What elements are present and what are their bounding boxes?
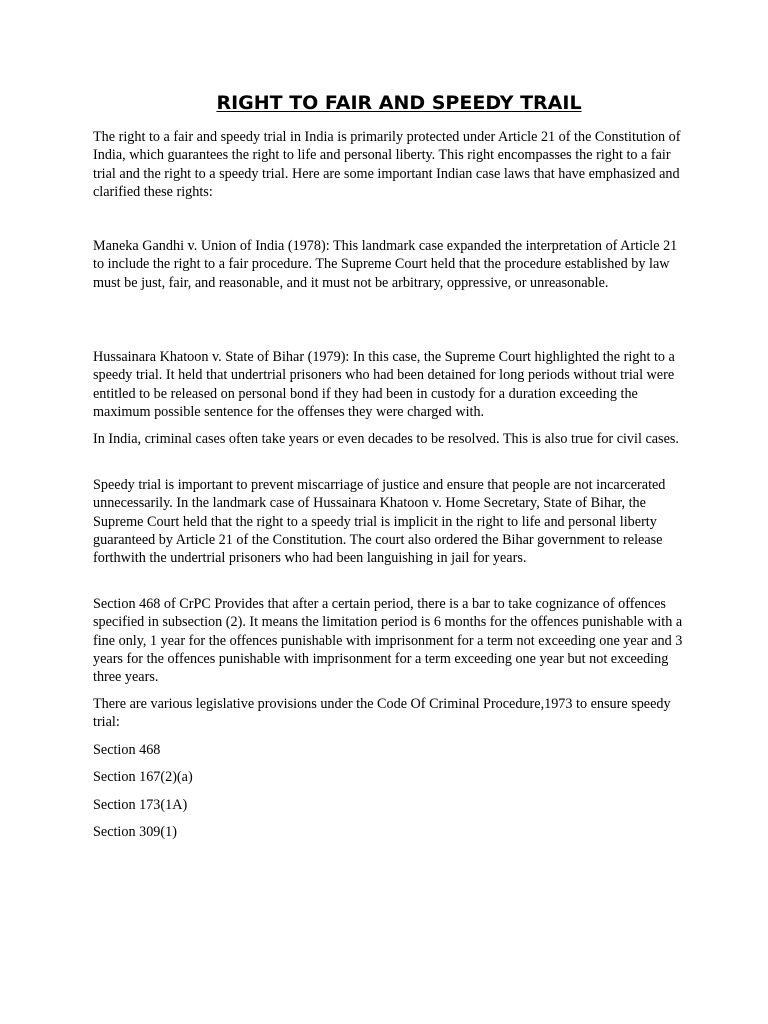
paragraph-hussainara-khatoon: Hussainara Khatoon v. State of Bihar (1979): In this case, the Supreme Court highlighted the right to a speedy trial. It held that undertrial prisoners who had been detained for long periods without trial were entitled to be released on personal bond if they had been in custody for a duration exceeding the maximum possible sentence for the offenses they were charged with. <box>93 349 675 420</box>
paragraph-intro: The right to a fair and speedy trial in India is primarily protected under Article 21 of the Constitution of India, which guarantees the right to life and personal liberty. This right encompasses the right to a fair trial and the right to a speedy trial. Here are some important Indian case laws that have emphasized and clarified these rights: <box>93 129 681 200</box>
document-title: RIGHT TO FAIR AND SPEEDY TRAIL <box>216 92 582 114</box>
paragraph-criminal-cases-delay: In India, criminal cases often take years or even decades to be resolved. This is also true for civil cases. <box>93 431 679 447</box>
paragraph-legislative-provisions: There are various legislative provisions under the Code Of Criminal Procedure,1973 to ensure speedy trial: <box>93 696 671 731</box>
list-item-section-167: Section 167(2)(a) <box>93 769 193 785</box>
paragraph-section-468: Section 468 of CrPC Provides that after a certain period, there is a bar to take cognizance of offences specified in subsection (2). It means the limitation period is 6 months for the offences punishable with a fine only, 1 year for the offences punishable with imprisonment for a term not exceeding one year and 3 years for the offences punishable with imprisonment for a term exceeding one year but not exceeding three years. <box>93 596 683 686</box>
list-item-section-468: Section 468 <box>93 742 161 758</box>
paragraph-maneka-gandhi: Maneka Gandhi v. Union of India (1978): This landmark case expanded the interpretation of Article 21 to include the right to a fair procedure. The Supreme Court held that the procedure established by law must be just, fair, and reasonable, and it must not be arbitrary, oppressive, or unreasonable. <box>93 238 678 291</box>
list-item-section-173: Section 173(1A) <box>93 797 188 813</box>
list-item-section-309: Section 309(1) <box>93 824 177 840</box>
paragraph-speedy-trial-importance: Speedy trial is important to prevent miscarriage of justice and ensure that people are not incarcerated unnecessarily. In the landmark case of Hussainara Khatoon v. Home Secretary, State of Bihar, the Supreme Court held that the right to a speedy trial is implicit in the right to life and personal liberty guaranteed by Article 21 of the Constitution. The court also ordered the Bihar government to release forthwith the undertrial prisoners who had been languishing in jail for years. <box>93 477 666 567</box>
